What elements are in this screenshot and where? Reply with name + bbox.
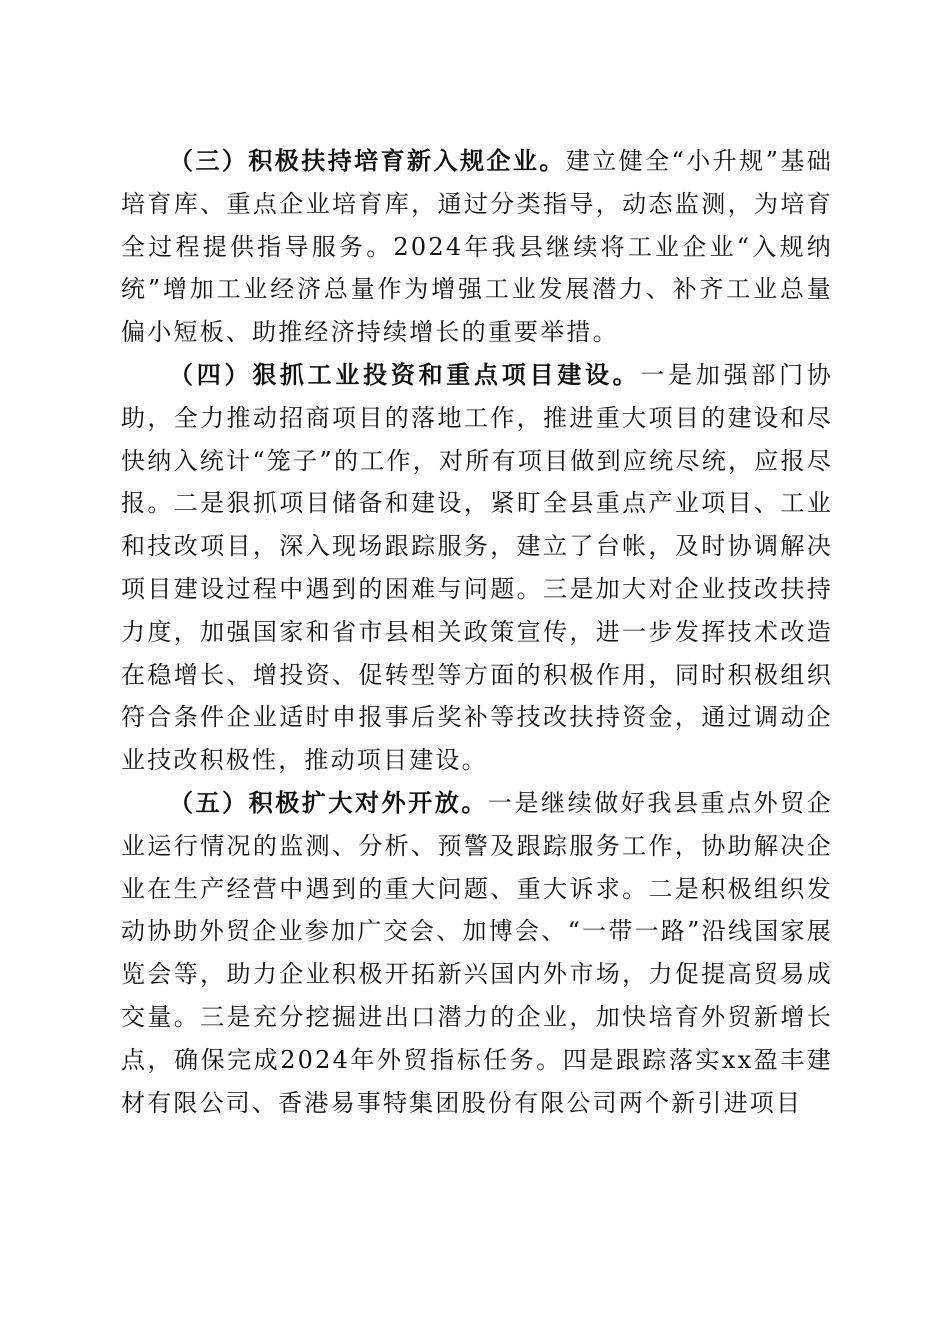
- section-5-body: 一是继续做好我县重点外贸企业运行情况的监测、分析、预警及跟踪服务工作，协助解决企业在生产经营中遇到的重大问题、重大诉求。二是积极组织发动协助外贸企业参加广交会、加博会、“一带一路”沿线国家展览会等，助力企业积极开拓新兴国内外市场，力促提高贸易成交量。三是充分挖掘进出口潜力的企业，加快培育外贸新增长点，确保完成2024年外贸指标任务。四是跟踪落实xx盈丰建材有限公司、香港易事特集团股份有限公司两个新引进项目: [121, 788, 833, 1117]
- paragraph-section-3: [121, 140, 833, 354]
- section-4-heading: （四）狠抓工业投资和重点项目建设。: [169, 359, 641, 389]
- paragraph-section-4: [121, 354, 833, 782]
- section-5-heading: （五）积极扩大对外开放。: [169, 787, 488, 817]
- section-3-heading: （三）积极扶持培育新入规企业。: [169, 146, 566, 175]
- document-body: [121, 140, 833, 1124]
- paragraph-section-5: [121, 782, 833, 1124]
- section-4-body: 一是加强部门协助，全力推动招商项目的落地工作，推进重大项目的建设和尽快纳入统计“笼子”的工作，对所有项目做到应统尽统，应报尽报。二是狠抓项目储备和建设，紧盯全县重点产业项目、工业和技改项目，深入现场跟踪服务，建立了台帐，及时协调解决项目建设过程中遇到的困难与问题。三是加大对企业技改扶持力度，加强国家和省市县相关政策宣传，进一步发挥技术改造在稳增长、增投资、促转型等方面的积极作用，同时积极组织符合条件企业适时申报事后奖补等技改扶持资金，通过调动企业技改积极性，推动项目建设。: [121, 360, 834, 775]
- section-3-body: 建立健全“小升规”基础培育库、重点企业培育库，通过分类指导，动态监测，为培育全过程提供指导服务。2024年我县继续将工业企业“入规纳统”增加工业经济总量作为增强工业发展潜力、补齐工业总量偏小短板、助推经济持续增长的重要举措。: [121, 147, 833, 347]
